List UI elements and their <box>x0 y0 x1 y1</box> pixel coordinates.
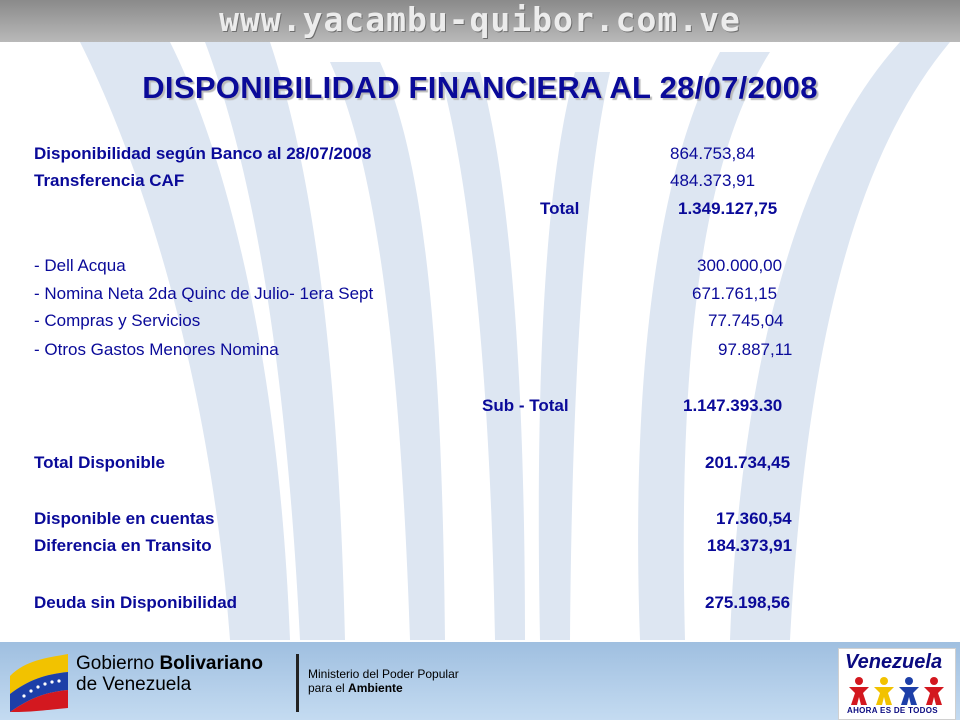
label-caf: Transferencia CAF <box>34 171 185 190</box>
value-caf: 484.373,91 <box>670 171 756 190</box>
row-total-disponible <box>0 453 960 479</box>
label-total-disponible: Total Disponible <box>34 453 165 472</box>
row-dell <box>0 256 960 282</box>
row-transito <box>0 536 960 562</box>
label-compras: - Compras y Servicios <box>34 311 201 330</box>
value-subtotal: 1.147.393.30 <box>683 396 783 415</box>
label-otros: - Otros Gastos Menores Nomina <box>34 340 279 359</box>
value-banco: 864.753,84 <box>670 144 756 163</box>
children-figures-icon <box>847 675 947 705</box>
value-dell: 300.000,00 <box>697 256 783 275</box>
label-cuentas: Disponible en cuentas <box>34 509 215 528</box>
value-transito: 184.373,91 <box>707 536 793 555</box>
venezuela-flag-icon <box>6 650 72 712</box>
row-cuentas <box>0 509 960 535</box>
label-transito: Diferencia en Transito <box>34 536 212 555</box>
venezuela-brand-logo <box>838 648 956 720</box>
page-title: DISPONIBILIDAD FINANCIERA AL 28/07/2008 <box>142 70 818 105</box>
ministry-para-el: para el <box>308 681 345 695</box>
row-total <box>0 199 960 225</box>
ministry-name <box>308 667 459 695</box>
footer-separator <box>296 654 299 712</box>
row-compras <box>0 311 960 337</box>
ministry-line1: Ministerio del Poder Popular <box>308 667 459 681</box>
brand-word: Venezuela <box>845 651 943 673</box>
gov-word-gobierno: Gobierno <box>76 653 155 674</box>
value-total-disponible: 201.734,45 <box>705 453 791 472</box>
value-cuentas: 17.360,54 <box>716 509 792 528</box>
government-name <box>76 653 263 695</box>
row-deuda <box>0 593 960 619</box>
top-banner <box>0 0 960 42</box>
value-nomina: 671.761,15 <box>692 284 778 303</box>
row-banco <box>0 144 960 170</box>
label-nomina: - Nomina Neta 2da Quinc de Julio- 1era Sept <box>34 284 374 303</box>
label-dell: - Dell Acqua <box>34 256 126 275</box>
label-total: Total <box>540 199 580 218</box>
ministry-ambiente: Ambiente <box>348 681 403 695</box>
row-otros <box>0 340 960 366</box>
value-compras: 77.745,04 <box>708 311 784 330</box>
row-nomina <box>0 284 960 310</box>
gov-line-venezuela: de Venezuela <box>76 674 192 695</box>
value-deuda: 275.198,56 <box>705 593 791 612</box>
gov-word-bolivariano: Bolivariano <box>159 653 263 674</box>
footer <box>0 642 960 720</box>
brand-tagline: AHORA ES DE TODOS <box>847 706 938 715</box>
value-total: 1.349.127,75 <box>678 199 778 218</box>
label-subtotal: Sub - Total <box>482 396 569 415</box>
site-url: www.yacambu-quibor.com.ve <box>219 0 741 39</box>
value-otros: 97.887,11 <box>718 340 793 359</box>
row-subtotal <box>0 396 960 422</box>
label-deuda: Deuda sin Disponibilidad <box>34 593 238 612</box>
row-caf <box>0 171 960 197</box>
label-banco: Disponibilidad según Banco al 28/07/2008 <box>34 144 372 163</box>
